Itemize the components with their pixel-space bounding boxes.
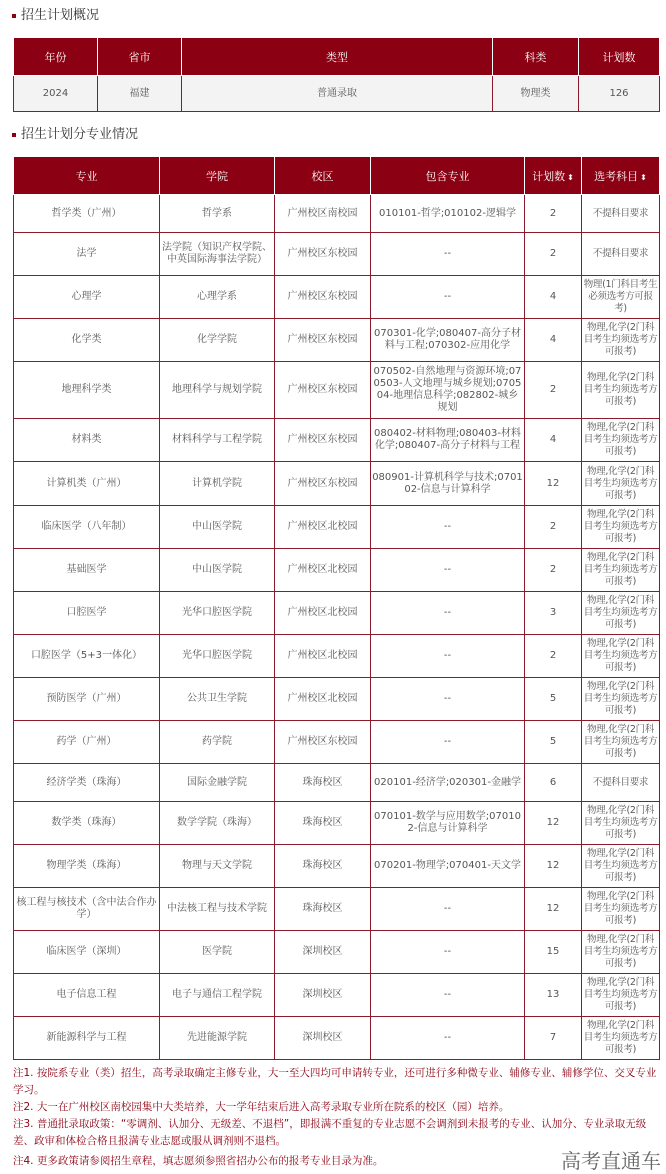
plan-count-cell: 2	[525, 195, 582, 233]
campus-cell: 深圳校区	[275, 974, 371, 1017]
required-subjects-cell: 物理,化学(2门科目考生均须选考方可报考)	[582, 845, 660, 888]
section-title-majors	[12, 126, 659, 143]
included-majors-cell: --	[371, 592, 525, 635]
table-row	[14, 319, 660, 362]
included-majors-cell: 070301-化学;080407-高分子材料与工程;070302-应用化学	[371, 319, 525, 362]
col-plan-count: 计划数	[579, 38, 660, 76]
subject-category: 物理类	[493, 76, 579, 112]
table-row	[14, 233, 660, 276]
major-cell: 药学（广州）	[14, 721, 160, 764]
note-4-line	[13, 1150, 661, 1172]
included-majors-cell: --	[371, 888, 525, 931]
plan-count-cell: 4	[525, 276, 582, 319]
plan-count-cell: 3	[525, 592, 582, 635]
included-majors-cell: --	[371, 931, 525, 974]
plan-count-cell: 12	[525, 888, 582, 931]
table-row	[14, 974, 660, 1017]
plan-count-cell: 2	[525, 549, 582, 592]
campus-cell: 广州校区北校园	[275, 678, 371, 721]
type: 普通录取	[182, 76, 493, 112]
table-row	[14, 362, 660, 419]
major-cell: 哲学类（广州）	[14, 195, 160, 233]
required-subjects-cell: 物理,化学(2门科目考生均须选考方可报考)	[582, 678, 660, 721]
college-cell: 地理科学与规划学院	[160, 362, 275, 419]
plan-count-cell: 13	[525, 974, 582, 1017]
included-majors-cell: --	[371, 233, 525, 276]
major-cell: 化学类	[14, 319, 160, 362]
notes	[13, 1065, 661, 1174]
plan-count-cell: 15	[525, 931, 582, 974]
table-row	[14, 462, 660, 506]
campus-cell: 广州校区东校园	[275, 233, 371, 276]
included-majors-cell: 080901-计算机科学与技术;070102-信息与计算科学	[371, 462, 525, 506]
major-cell: 口腔医学	[14, 592, 160, 635]
table-row	[14, 678, 660, 721]
plan-count-cell: 12	[525, 845, 582, 888]
table-row	[14, 802, 660, 845]
included-majors-cell: --	[371, 549, 525, 592]
campus-cell: 广州校区东校园	[275, 721, 371, 764]
major-cell: 电子信息工程	[14, 974, 160, 1017]
campus-cell: 珠海校区	[275, 845, 371, 888]
college-cell: 光华口腔医学院	[160, 635, 275, 678]
table-row	[14, 419, 660, 462]
campus-cell: 深圳校区	[275, 1017, 371, 1060]
campus-cell: 广州校区东校园	[275, 362, 371, 419]
table-row	[14, 195, 660, 233]
major-cell: 临床医学（深圳）	[14, 931, 160, 974]
college-cell: 哲学系	[160, 195, 275, 233]
plan-count-cell: 2	[525, 506, 582, 549]
included-majors-cell: 070101-数学与应用数学;070102-信息与计算科学	[371, 802, 525, 845]
campus-cell: 广州校区北校园	[275, 592, 371, 635]
included-majors-cell: 070502-自然地理与资源环境;070503-人文地理与城乡规划;070504-地理信息科学;082802-城乡规划	[371, 362, 525, 419]
college-cell: 化学学院	[160, 319, 275, 362]
college-cell: 先进能源学院	[160, 1017, 275, 1060]
plan-count-cell: 4	[525, 319, 582, 362]
college-cell: 计算机学院	[160, 462, 275, 506]
major-cell: 法学	[14, 233, 160, 276]
note-2: 注2. 大一在广州校区南校园集中大类培养，大一学年结束后进入高考录取专业所在院系的校区（园）培养。	[13, 1101, 510, 1113]
required-subjects-cell: 物理,化学(2门科目考生均须选考方可报考)	[582, 592, 660, 635]
required-subjects-cell: 物理,化学(2门科目考生均须选考方可报考)	[582, 462, 660, 506]
major-cell: 基础医学	[14, 549, 160, 592]
college-cell: 数学学院（珠海）	[160, 802, 275, 845]
sort-icon[interactable]: ⬍	[567, 172, 574, 182]
required-subjects-cell: 物理(1门科目考生必须选考方可报考)	[582, 276, 660, 319]
col-campus: 校区	[275, 157, 371, 195]
college-cell: 光华口腔医学院	[160, 592, 275, 635]
campus-cell: 广州校区北校园	[275, 635, 371, 678]
college-cell: 法学院（知识产权学院、中英国际海事法学院）	[160, 233, 275, 276]
required-subjects-label: 选考科目	[594, 169, 639, 183]
plan-count-cell: 12	[525, 462, 582, 506]
col-type: 类型	[182, 38, 493, 76]
major-cell: 口腔医学（5+3一体化）	[14, 635, 160, 678]
college-cell: 药学院	[160, 721, 275, 764]
table-row	[14, 635, 660, 678]
college-cell: 心理学系	[160, 276, 275, 319]
majors-title: 招生计划分专业情况	[21, 127, 139, 142]
major-cell: 地理科学类	[14, 362, 160, 419]
campus-cell: 珠海校区	[275, 764, 371, 802]
required-subjects-cell: 物理,化学(2门科目考生均须选考方可报考)	[582, 635, 660, 678]
majors-table	[13, 156, 660, 1060]
campus-cell: 广州校区南校园	[275, 195, 371, 233]
major-cell: 数学类（珠海）	[14, 802, 160, 845]
table-row	[14, 592, 660, 635]
included-majors-cell: --	[371, 276, 525, 319]
required-subjects-cell: 不提科目要求	[582, 764, 660, 802]
major-cell: 临床医学（八年制）	[14, 506, 160, 549]
table-row	[14, 888, 660, 931]
table-row	[14, 931, 660, 974]
watermark: 高考直通车	[561, 1149, 661, 1173]
table-row	[14, 721, 660, 764]
college-cell: 材料科学与工程学院	[160, 419, 275, 462]
bullet-icon	[12, 14, 16, 18]
required-subjects-cell: 物理,化学(2门科目考生均须选考方可报考)	[582, 549, 660, 592]
included-majors-cell: --	[371, 721, 525, 764]
major-cell: 计算机类（广州）	[14, 462, 160, 506]
required-subjects-cell: 不提科目要求	[582, 233, 660, 276]
col-year: 年份	[14, 38, 98, 76]
required-subjects-cell: 物理,化学(2门科目考生均须选考方可报考)	[582, 506, 660, 549]
included-majors-cell: --	[371, 506, 525, 549]
included-majors-cell: 080402-材料物理;080403-材料化学;080407-高分子材料与工程	[371, 419, 525, 462]
college-cell: 国际金融学院	[160, 764, 275, 802]
plan-count-cell: 5	[525, 678, 582, 721]
bullet-icon	[12, 133, 16, 137]
col-plan-count-sortable[interactable]	[525, 157, 582, 195]
college-cell: 中法核工程与技术学院	[160, 888, 275, 931]
plan-count-cell: 6	[525, 764, 582, 802]
note-4: 注4. 更多政策请参阅招生章程，填志愿须参照省招办公布的报考专业目录为准。	[13, 1154, 384, 1167]
included-majors-cell: --	[371, 1017, 525, 1060]
table-row	[14, 764, 660, 802]
campus-cell: 广州校区北校园	[275, 506, 371, 549]
campus-cell: 广州校区东校园	[275, 276, 371, 319]
col-province: 省市	[98, 38, 182, 76]
included-majors-cell: 070201-物理学;070401-天文学	[371, 845, 525, 888]
plan-count-cell: 2	[525, 233, 582, 276]
plan-count-cell: 5	[525, 721, 582, 764]
required-subjects-cell: 物理,化学(2门科目考生均须选考方可报考)	[582, 1017, 660, 1060]
required-subjects-cell: 物理,化学(2门科目考生均须选考方可报考)	[582, 888, 660, 931]
campus-cell: 广州校区东校园	[275, 419, 371, 462]
plan-count-cell: 2	[525, 362, 582, 419]
required-subjects-cell: 物理,化学(2门科目考生均须选考方可报考)	[582, 721, 660, 764]
plan-count-cell: 4	[525, 419, 582, 462]
college-cell: 电子与通信工程学院	[160, 974, 275, 1017]
overview-row	[14, 76, 660, 112]
college-cell: 公共卫生学院	[160, 678, 275, 721]
major-cell: 物理学类（珠海）	[14, 845, 160, 888]
campus-cell: 深圳校区	[275, 931, 371, 974]
note-3: 注3. 普通批录取政策：“零调剂、认加分、无级差、不退档”，即报满不重复的专业志愿不会调剂到未报考的专业、认加分、专业录取无级差、政审和体检合格且报满专业志愿或服从调剂则不退档。	[13, 1118, 647, 1147]
college-cell: 中山医学院	[160, 549, 275, 592]
majors-header-row	[14, 157, 660, 195]
overview-header-row	[14, 38, 660, 76]
college-cell: 医学院	[160, 931, 275, 974]
campus-cell: 广州校区北校园	[275, 549, 371, 592]
major-cell: 核工程与核技术（含中法合作办学）	[14, 888, 160, 931]
table-row	[14, 506, 660, 549]
note-1: 注1. 按院系专业（类）招生，高考录取确定主修专业，大一至大四均可申请转专业，还可进行多种微专业、辅修专业、辅修学位、交叉专业学习。	[13, 1067, 657, 1096]
included-majors-cell: --	[371, 678, 525, 721]
plan-count-cell: 12	[525, 802, 582, 845]
col-included-majors: 包含专业	[371, 157, 525, 195]
overview-table	[13, 37, 660, 112]
required-subjects-cell: 物理,化学(2门科目考生均须选考方可报考)	[582, 319, 660, 362]
year: 2024	[14, 76, 98, 112]
college-cell: 中山医学院	[160, 506, 275, 549]
plan-count-cell: 2	[525, 635, 582, 678]
sort-icon[interactable]: ⬍	[640, 172, 647, 182]
included-majors-cell: 020101-经济学;020301-金融学	[371, 764, 525, 802]
col-college: 学院	[160, 157, 275, 195]
required-subjects-cell: 物理,化学(2门科目考生均须选考方可报考)	[582, 802, 660, 845]
section-title-overview	[12, 7, 659, 24]
college-cell: 物理与天文学院	[160, 845, 275, 888]
table-row	[14, 276, 660, 319]
major-cell: 新能源科学与工程	[14, 1017, 160, 1060]
required-subjects-cell: 物理,化学(2门科目考生均须选考方可报考)	[582, 974, 660, 1017]
province: 福建	[98, 76, 182, 112]
required-subjects-cell: 物理,化学(2门科目考生均须选考方可报考)	[582, 931, 660, 974]
campus-cell: 广州校区东校园	[275, 462, 371, 506]
col-subject-category: 科类	[493, 38, 579, 76]
major-cell: 心理学	[14, 276, 160, 319]
table-row	[14, 1017, 660, 1060]
required-subjects-cell: 物理,化学(2门科目考生均须选考方可报考)	[582, 419, 660, 462]
table-row	[14, 845, 660, 888]
plan-count-cell: 7	[525, 1017, 582, 1060]
major-cell: 预防医学（广州）	[14, 678, 160, 721]
major-cell: 经济学类（珠海）	[14, 764, 160, 802]
col-required-subjects-sortable[interactable]	[582, 157, 660, 195]
included-majors-cell: --	[371, 974, 525, 1017]
table-row	[14, 549, 660, 592]
campus-cell: 广州校区东校园	[275, 319, 371, 362]
included-majors-cell: 010101-哲学;010102-逻辑学	[371, 195, 525, 233]
plan-count: 126	[579, 76, 660, 112]
campus-cell: 珠海校区	[275, 888, 371, 931]
col-major: 专业	[14, 157, 160, 195]
included-majors-cell: --	[371, 635, 525, 678]
campus-cell: 珠海校区	[275, 802, 371, 845]
required-subjects-cell: 物理,化学(2门科目考生均须选考方可报考)	[582, 362, 660, 419]
plan-count-label: 计划数	[532, 169, 566, 183]
required-subjects-cell: 不提科目要求	[582, 195, 660, 233]
major-cell: 材料类	[14, 419, 160, 462]
overview-title: 招生计划概况	[21, 8, 100, 23]
